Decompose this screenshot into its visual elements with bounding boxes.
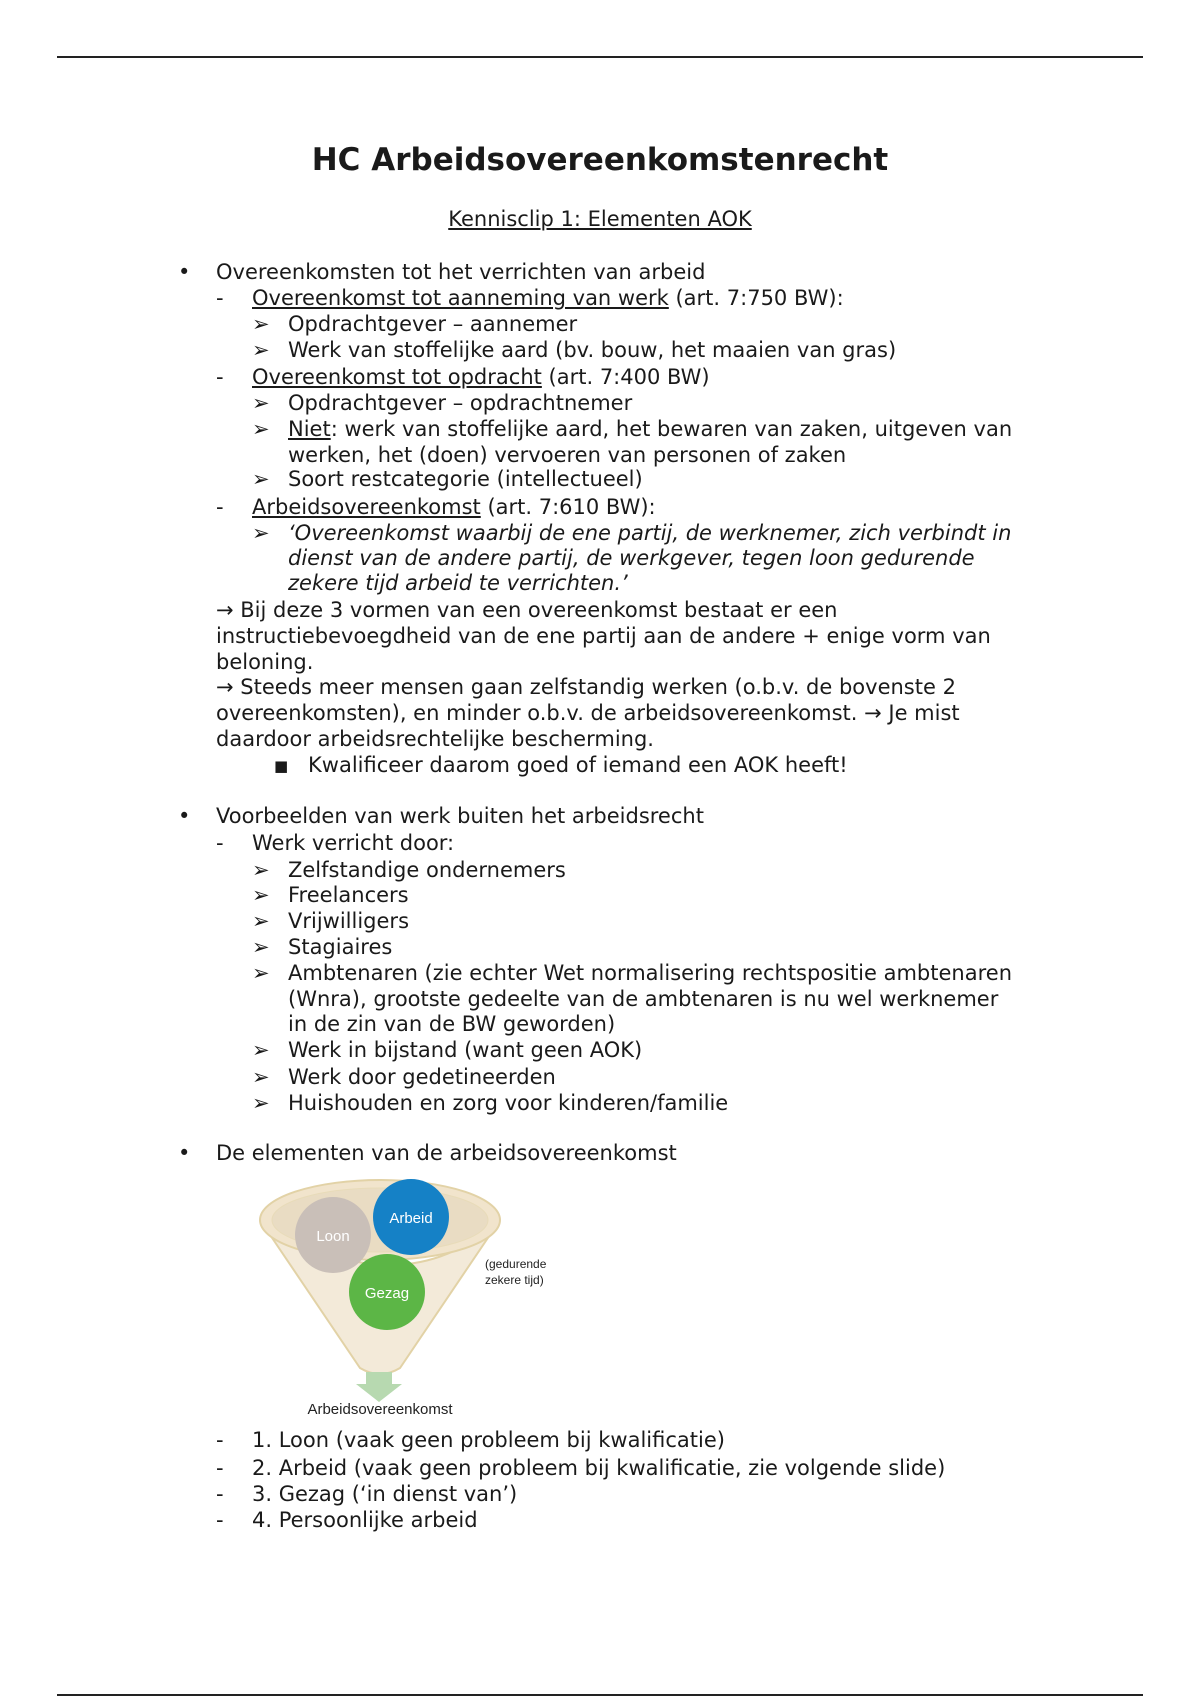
opdracht-sub2-line2: werken, het (doen) vervoeren van personen of zaken (288, 443, 847, 467)
ambtenaren-line3: in de zin van de BW geworden) (288, 1012, 616, 1036)
opdracht-sub1: Opdrachtgever – opdrachtnemer (288, 391, 633, 415)
page-subtitle: Kennisclip 1: Elementen AOK (448, 207, 752, 231)
aok-item (252, 494, 656, 520)
list-item: Stagiaires (288, 935, 393, 959)
arrow-bullet-icon: ➢ (252, 883, 270, 907)
list-item: Zelfstandige ondernemers (288, 858, 566, 882)
dash-icon: - (216, 1482, 224, 1506)
aok-quote-line1: ‘Overeenkomst waarbij de ene partij, de werknemer, zich verbindt in (288, 521, 1012, 545)
element-item: 3. Gezag (‘in dienst van’) (252, 1482, 518, 1506)
side-label-line2: zekere tijd) (485, 1273, 544, 1287)
aok-ref: (art. 7:610 BW): (480, 495, 656, 519)
dash-icon: - (216, 286, 224, 310)
arrow-bullet-icon: ➢ (252, 858, 270, 882)
ambtenaren-line1: Ambtenaren (zie echter Wet normalisering rechtspositie ambtenaren (288, 961, 1012, 985)
bullet-icon: • (178, 804, 191, 828)
note2-line2: overeenkomsten), en minder o.b.v. de arbeidsovereenkomst. → Je mist (216, 701, 960, 725)
aanneming-item (252, 285, 844, 311)
note1-line2: instructiebevoegdheid van de ene partij aan de andere + enige vorm van (216, 624, 991, 648)
aanneming-sub1: Opdrachtgever – aannemer (288, 312, 578, 336)
loon-label: Loon (316, 1228, 350, 1245)
aok-label: Arbeidsovereenkomst (252, 495, 481, 519)
arrow-bullet-icon: ➢ (252, 1091, 270, 1115)
arrow-bullet-icon: ➢ (252, 417, 270, 441)
opdracht-ref: (art. 7:400 BW) (541, 365, 710, 389)
section2-heading: Voorbeelden van werk buiten het arbeidsrecht (216, 804, 704, 828)
side-label-line1: (gedurende (485, 1257, 547, 1271)
niet-label: Niet (288, 417, 331, 441)
dash-icon: - (216, 365, 224, 389)
opdracht-label: Overeenkomst tot opdracht (252, 365, 542, 389)
top-rule (57, 56, 1143, 58)
bottom-rule (57, 1694, 1143, 1696)
note1-line1: → Bij deze 3 vormen van een overeenkomst bestaat er een (216, 598, 838, 622)
tip-text: Kwalificeer daarom goed of iemand een AOK heeft! (308, 753, 848, 777)
square-bullet-icon: ■ (274, 757, 289, 775)
element-item: 1. Loon (vaak geen probleem bij kwalificatie) (252, 1428, 725, 1452)
opdracht-sub3: Soort restcategorie (intellectueel) (288, 467, 643, 491)
note1-line3: beloning. (216, 650, 314, 674)
bullet-icon: • (178, 1141, 191, 1165)
list-item: Freelancers (288, 883, 409, 907)
page-title: HC Arbeidsovereenkomstenrecht (311, 142, 889, 178)
arrow-bullet-icon: ➢ (252, 521, 270, 545)
element-item: 2. Arbeid (vaak geen probleem bij kwalificatie, zie volgende slide) (252, 1456, 946, 1480)
list-item: Huishouden en zorg voor kinderen/familie (288, 1091, 729, 1115)
arrow-bullet-icon: ➢ (252, 909, 270, 933)
arrow-bullet-icon: ➢ (252, 467, 270, 491)
dash-icon: - (216, 1508, 224, 1532)
aok-quote-line2: dienst van de andere partij, de werkgever, tegen loon gedurende (288, 546, 975, 570)
result-label: Arbeidsovereenkomst (307, 1401, 453, 1418)
aok-quote-line3: zekere tijd arbeid te verrichten.’ (288, 571, 628, 595)
arrow-bullet-icon: ➢ (252, 1065, 270, 1089)
down-arrow-icon (356, 1372, 402, 1402)
opdracht-sub2 (288, 416, 1012, 442)
section1-heading: Overeenkomsten tot het verrichten van arbeid (216, 260, 706, 284)
list-item: Vrijwilligers (288, 909, 410, 933)
section2-intro: Werk verricht door: (252, 831, 455, 855)
arrow-bullet-icon: ➢ (252, 391, 270, 415)
list-item: Werk door gedetineerden (288, 1065, 556, 1089)
aanneming-sub2: Werk van stoffelijke aard (bv. bouw, het maaien van gras) (288, 338, 897, 362)
gezag-label: Gezag (364, 1285, 410, 1302)
opdracht-item (252, 364, 710, 390)
note2-line3: daardoor arbeidsrechtelijke bescherming. (216, 727, 654, 751)
dash-icon: - (216, 1428, 224, 1452)
arrow-bullet-icon: ➢ (252, 1038, 270, 1062)
arbeid-label: Arbeid (389, 1210, 433, 1227)
ambtenaren-line2: (Wnra), grootste gedeelte van de ambtenaren is nu wel werknemer (288, 987, 999, 1011)
dash-icon: - (216, 1456, 224, 1480)
list-item: Werk in bijstand (want geen AOK) (288, 1038, 643, 1062)
bullet-icon: • (178, 260, 191, 284)
dash-icon: - (216, 831, 224, 855)
arrow-bullet-icon: ➢ (252, 961, 270, 985)
aanneming-label: Overeenkomst tot aanneming van werk (252, 286, 669, 310)
note2-line1: → Steeds meer mensen gaan zelfstandig werken (o.b.v. de bovenste 2 (216, 675, 956, 699)
dash-icon: - (216, 495, 224, 519)
section3-heading: De elementen van de arbeidsovereenkomst (216, 1141, 677, 1165)
aanneming-ref: (art. 7:750 BW): (668, 286, 844, 310)
element-item: 4. Persoonlijke arbeid (252, 1508, 478, 1532)
arrow-bullet-icon: ➢ (252, 338, 270, 362)
opdracht-sub2-line1: : werk van stoffelijke aard, het bewaren van zaken, uitgeven van (330, 417, 1013, 441)
aok-funnel-diagram (250, 1170, 570, 1420)
arrow-bullet-icon: ➢ (252, 312, 270, 336)
arrow-bullet-icon: ➢ (252, 935, 270, 959)
